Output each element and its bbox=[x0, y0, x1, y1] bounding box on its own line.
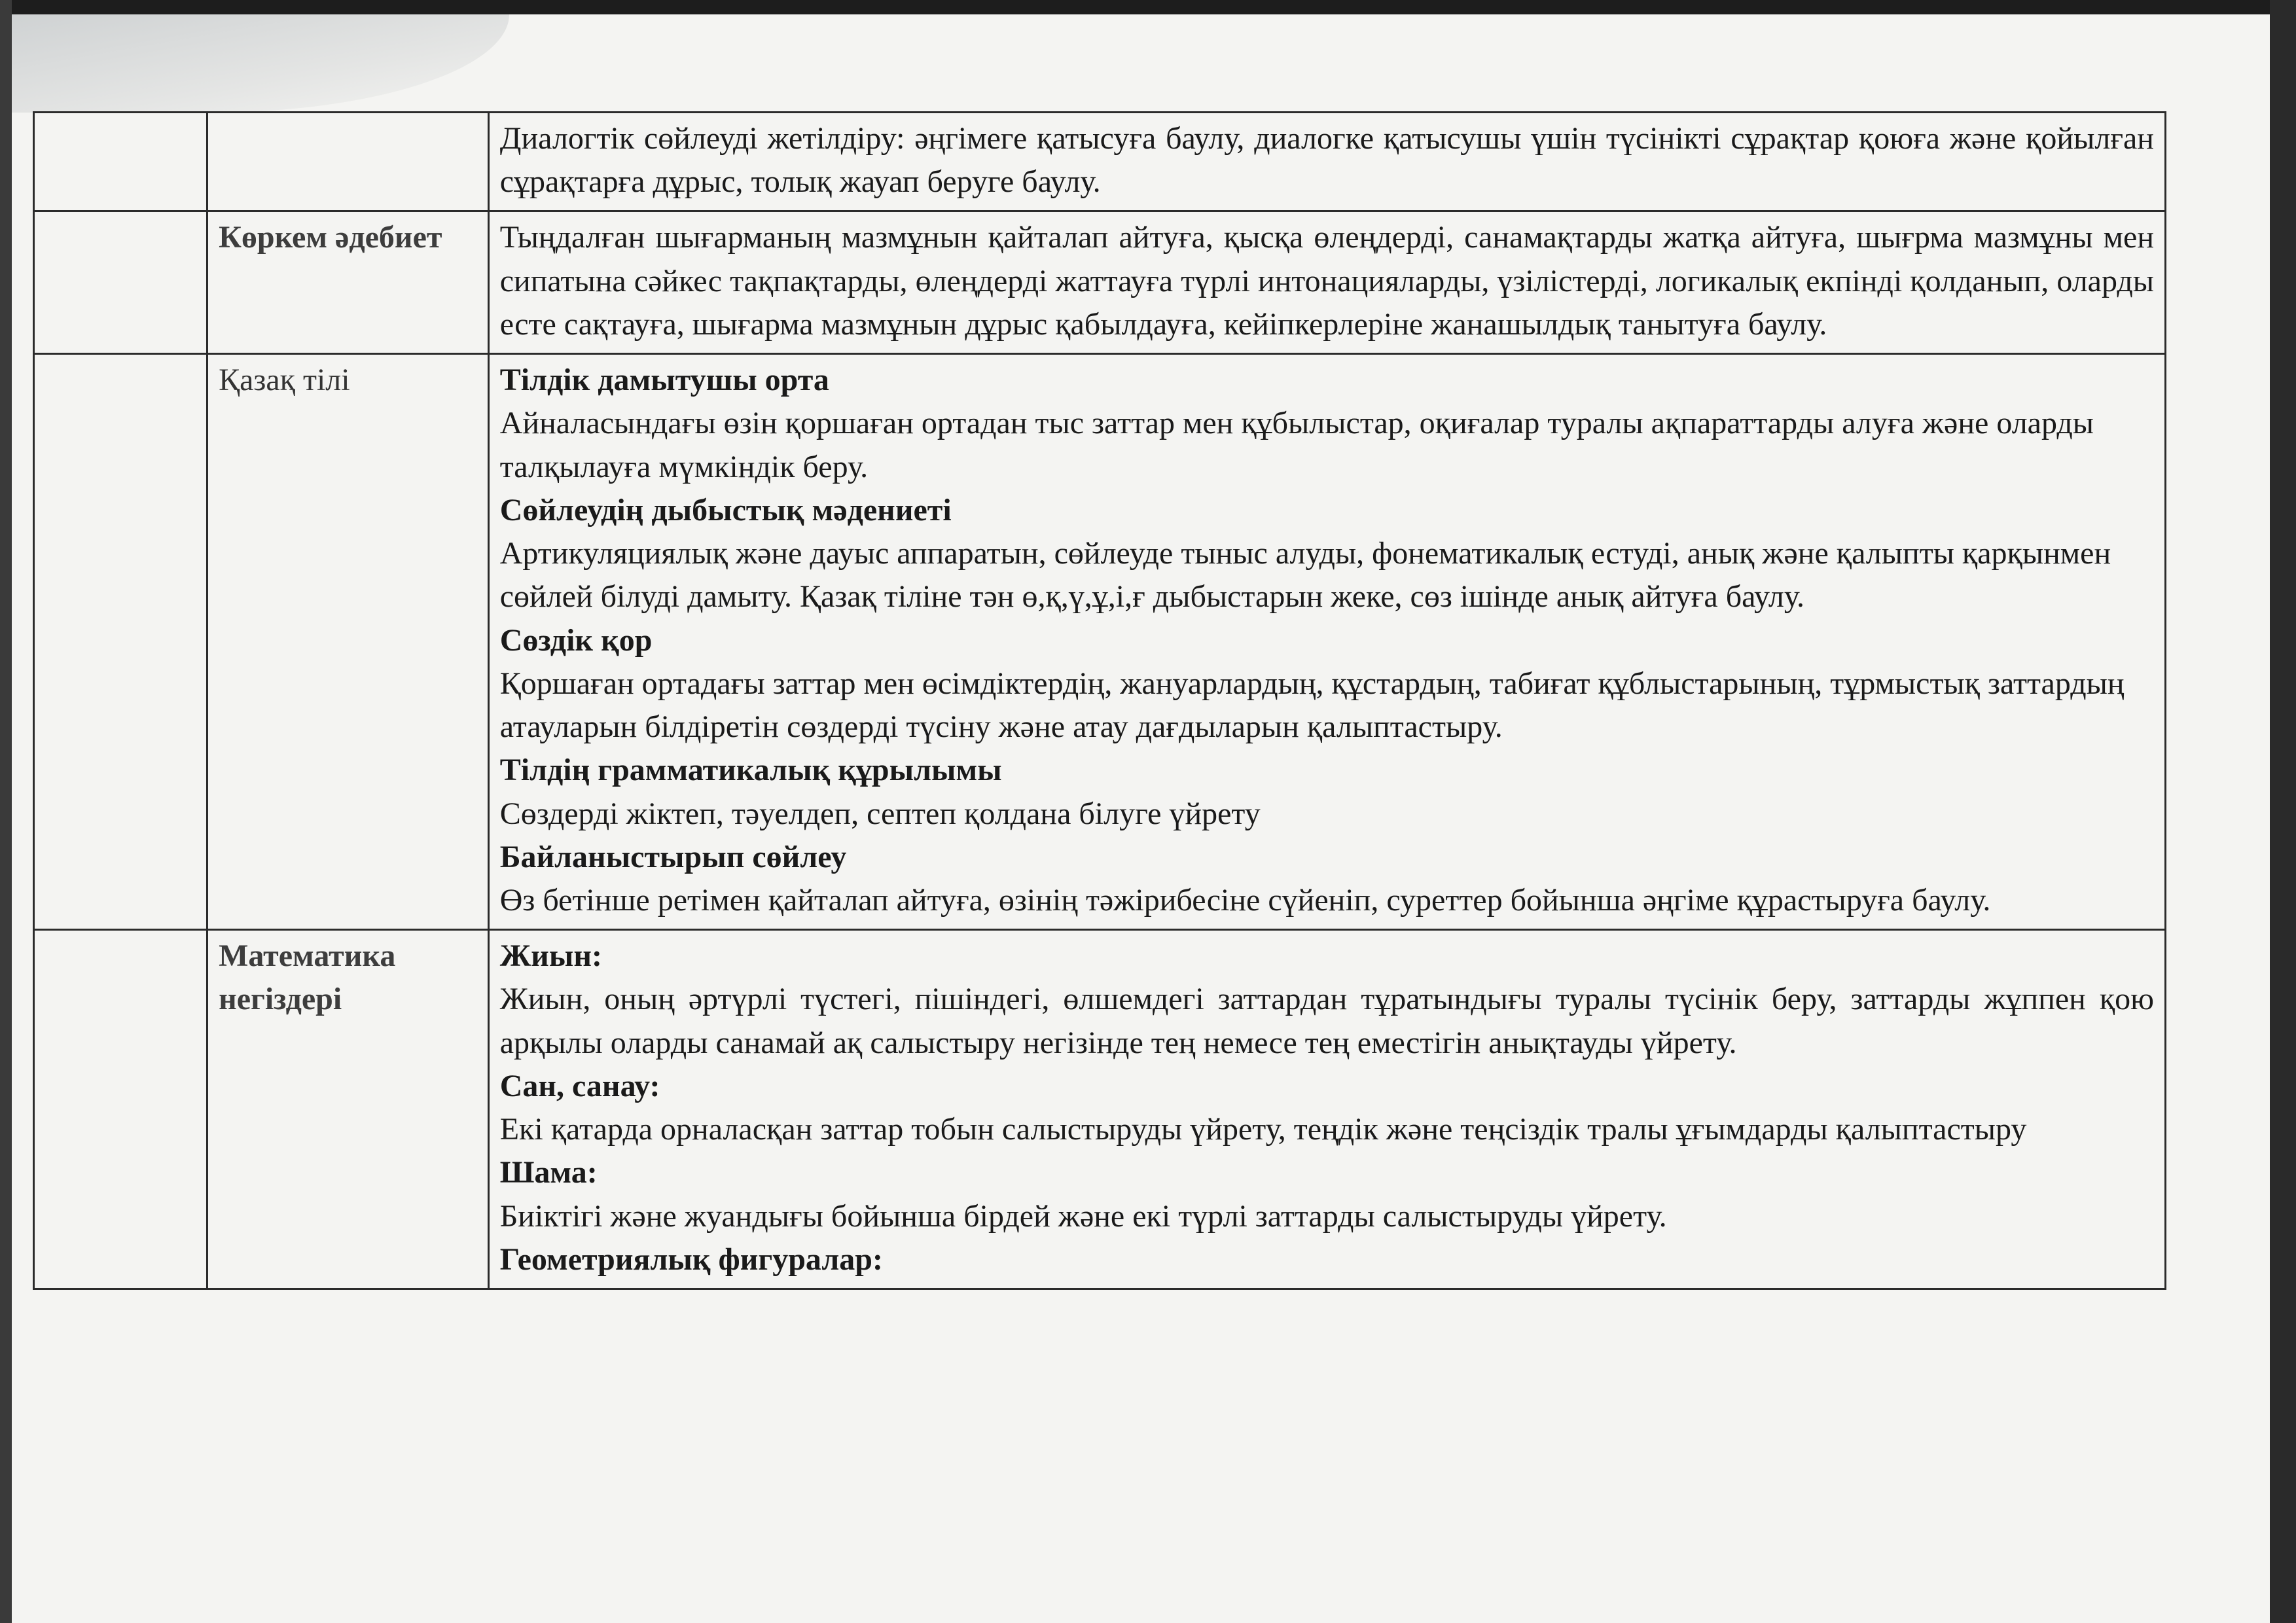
section-heading: Геометриялық фигуралар: bbox=[499, 1241, 883, 1277]
scan-left-edge bbox=[0, 0, 12, 1623]
content-cell bbox=[488, 354, 2165, 930]
content-text: Екі қатарда орналасқан заттар тобын салыстыруды үйрету, теңдік және теңсіздік тралы ұғымдарды қалыптастыру bbox=[499, 1112, 2027, 1147]
content-text: Артикуляциялық және дауыс аппаратын, сөйлеуде тыныс алуды, фонематикалық естуді, анық және қалыпты қарқынмен сөйлей білуді дамыту. Қазақ тіліне тән ө,қ,ү,ұ,і,ғ дыбыстарын жеке, сөз ішінде анық айтуға баулу. bbox=[499, 536, 2111, 615]
content-text: Сөздерді жіктеп, тәуелдеп, септеп қолдана білуге үйрету bbox=[499, 796, 1261, 831]
section-heading: Тілдік дамытушы орта bbox=[499, 363, 829, 398]
section-heading: Сөйлеудің дыбыстық мәдениеті bbox=[499, 492, 952, 527]
section-heading: Шама: bbox=[499, 1155, 598, 1190]
scan-top-edge bbox=[0, 0, 2296, 14]
table-row bbox=[34, 354, 2166, 930]
edge-cell bbox=[34, 211, 207, 354]
scan-right-edge bbox=[2270, 0, 2296, 1623]
content-text: Биіктігі және жуандығы бойынша бірдей және екі түрлі заттарды салыстыруды үйрету. bbox=[499, 1198, 1667, 1234]
section-heading: Байланыстырып сөйлеу bbox=[499, 839, 847, 874]
subject-cell bbox=[207, 354, 489, 930]
page-curl-shadow bbox=[12, 14, 509, 113]
table-row bbox=[34, 113, 2166, 211]
edge-cell bbox=[34, 113, 207, 211]
content-text: Тыңдалған шығарманың мазмұнын қайталап айтуға, қысқа өлеңдерді, санамақтарды жатқа айтуға, шығрма мазмұны мен сипатына сәйкес тақпақтарды, өлеңдерді жаттауға түрлі интонацияларды, үзілістерді, логикалық екпінді қолданып, оларды есте сақтауға, шығарма мазмұнын дұрыс қабылдауға, кейіпкерлеріне жанашылдық танытуға баулу. bbox=[499, 220, 2154, 342]
content-text: Өз бетінше ретімен қайталап айтуға, өзінің тәжірибесіне сүйеніп, суреттер бойынша әңгіме құрастыруға баулу. bbox=[499, 882, 1991, 918]
section-heading: Тілдің грамматикалық құрылымы bbox=[499, 753, 1002, 788]
content-text: Айналасындағы өзін қоршаған ортадан тыс заттар мен құбылыстар, оқиғалар туралы ақпараттарды алуға және оларды талқылауға мүмкіндік беру. bbox=[499, 406, 2094, 484]
content-text: Қоршаған ортадағы заттар мен өсімдіктердің, жануарлардың, құстардың, табиғат құблыстарының, тұрмыстық заттардың атауларын білдіретін сөздерді түсіну және атау дағдыларын қалыптастыру. bbox=[499, 666, 2125, 745]
section-heading: Сан, санау: bbox=[499, 1068, 660, 1103]
content-cell bbox=[488, 930, 2165, 1289]
subject-name: Қазақ тілі bbox=[219, 363, 350, 398]
subject-cell bbox=[207, 211, 489, 354]
table-row bbox=[34, 211, 2166, 354]
subject-name: Көркем әдебиет bbox=[219, 220, 442, 255]
subject-cell bbox=[207, 113, 489, 211]
content-text: Жиын, оның әртүрлі түстегі, пішіндегі, өлшемдегі заттардан тұратындығы туралы түсінік беру, заттарды жұппен қою арқылы оларды санамай ақ салыстыру негізінде тең немесе тең еместігін анықтауды үйрету. bbox=[499, 982, 2154, 1060]
content-cell bbox=[488, 211, 2165, 354]
table-row bbox=[34, 930, 2166, 1289]
section-heading: Жиын: bbox=[499, 938, 602, 974]
subject-name: Математика негіздері bbox=[219, 938, 396, 1017]
curriculum-table bbox=[33, 111, 2166, 1290]
section-heading: Сөздік қор bbox=[499, 622, 653, 658]
subject-cell bbox=[207, 930, 489, 1289]
edge-cell bbox=[34, 930, 207, 1289]
content-cell bbox=[488, 113, 2165, 211]
edge-cell bbox=[34, 354, 207, 930]
content-text: Диалогтік сөйлеуді жетілдіру: әңгімеге қатысуға баулу, диалогке қатысушы үшін түсінікті сұрақтар қоюға және қойылған сұрақтарға дұрыс, толық жауап беруге баулу. bbox=[499, 121, 2154, 200]
